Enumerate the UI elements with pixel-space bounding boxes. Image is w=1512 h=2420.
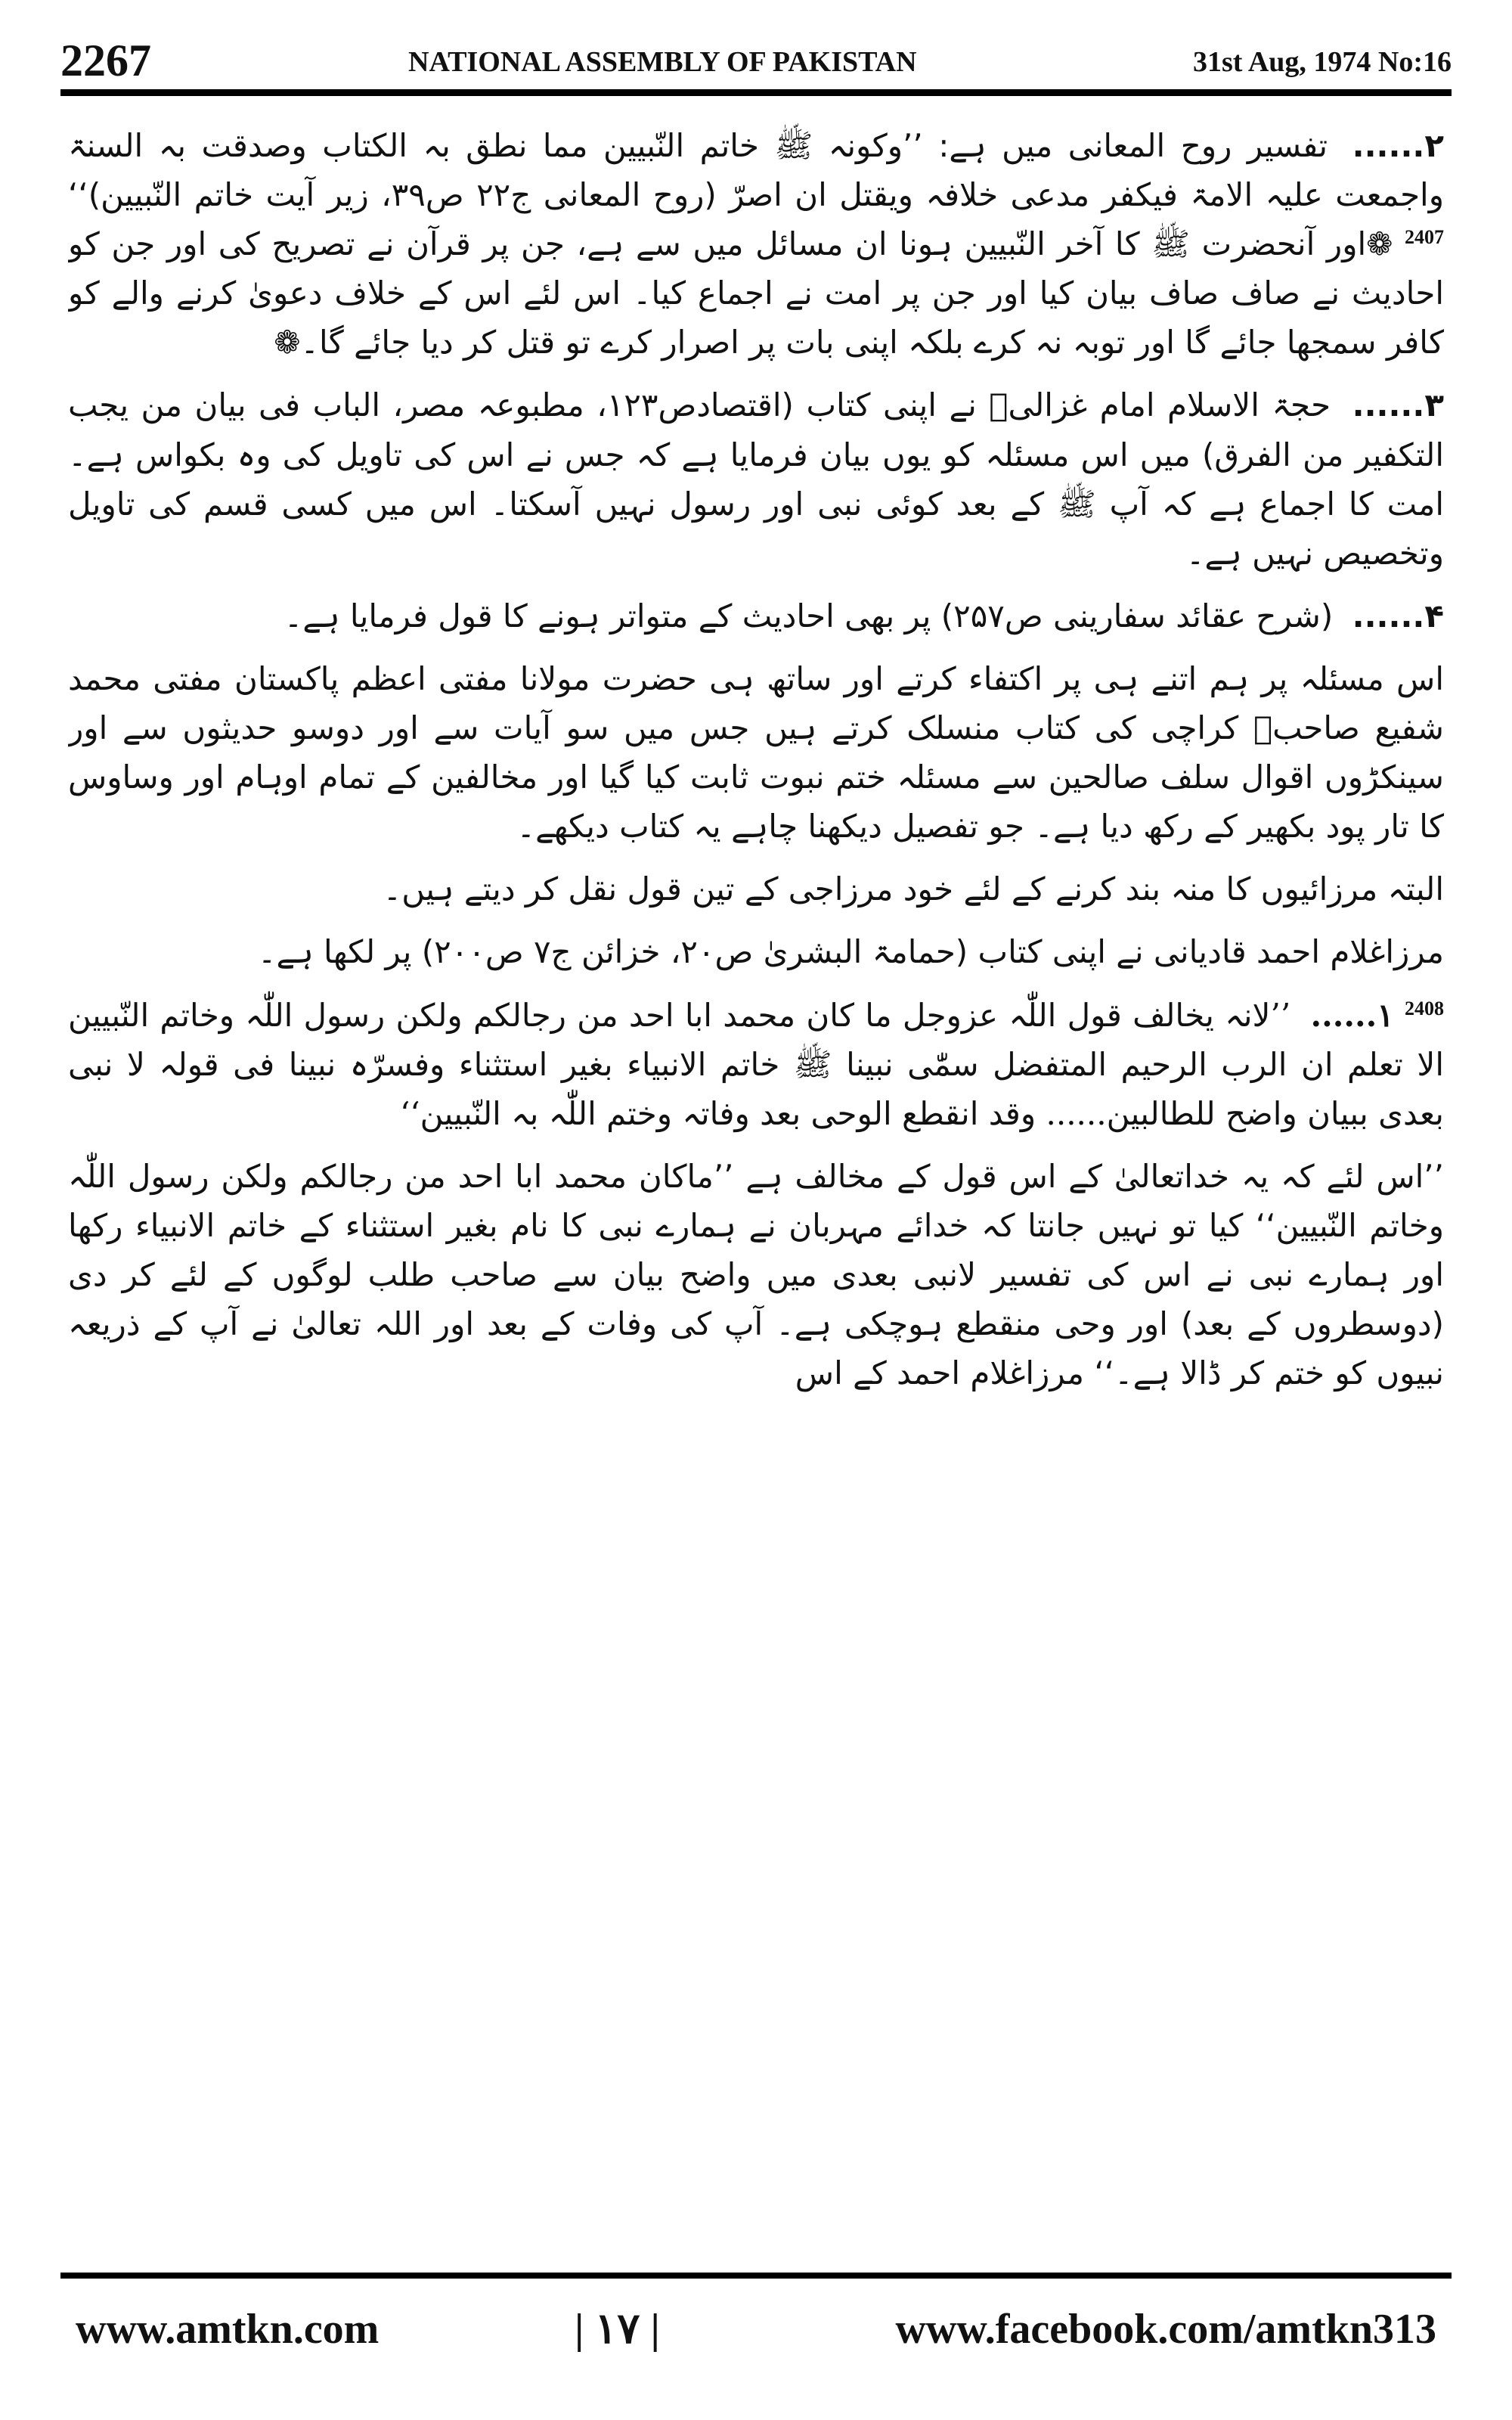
- paragraph-9: ’’اس لئے کہ یہ خداتعالیٰ کے اس قول کے مخالف ہے ’’ماکان محمد ابا احد من رجالکم ولکن رسول اللّٰہ وخاتم النّبیین‘‘ کیا تو نہیں جانتا کہ خدائے مہربان نے ہمارے نبی کا نام بغیر استثناء کے خاتم الانبیاء رکھا اور ہمارے نبی نے اس کی تفسیر لانبی بعدی میں واضح بیان سے صاحب طلب لوگوں کے لئے کر دی (دوسطروں کے بعد) اور وحی منقطع ہوچکی ہے۔ آپ کی وفات کے بعد اور اللہ تعالیٰ نے آپ کے ذریعہ نبیوں کو ختم کر ڈالا ہے۔‘‘ مرزاغلام احمد کے اس: [68, 1157, 1444, 1392]
- paragraph-6: البتہ مرزائیوں کا منہ بند کرنے کے لئے خود مرزاجی کے تین قول نقل کر دیتے ہیں۔: [383, 870, 1444, 908]
- footer-facebook-link[interactable]: www.facebook.com/amtkn313: [895, 2306, 1436, 2353]
- header-title: NATIONAL ASSEMBLY OF PAKISTAN: [408, 46, 917, 78]
- footnote-marker: 2407: [1404, 226, 1444, 249]
- page-header: [60, 30, 1452, 91]
- paragraph-7: مرزاغلام احمد قادیانی نے اپنی کتاب (حمامۃ البشریٰ ص۲۰، خزائن ج۷ ص۲۰۰) پر لکھا ہے۔: [257, 933, 1444, 971]
- paragraph-2: [68, 121, 1444, 367]
- page-footer: [60, 2288, 1452, 2371]
- paragraph-text: (شرح عقائد سفارینی ص۲۵۷) پر بھی احادیث کے متواتر ہونے کا قول فرمایا ہے۔: [284, 597, 1334, 634]
- paragraph-8-quote: [68, 991, 1444, 1138]
- page-number: 2267: [60, 36, 151, 85]
- footer-website-link[interactable]: www.amtkn.com: [76, 2306, 380, 2353]
- paragraph-3: [68, 380, 1444, 577]
- paragraph-text: حجۃ الاسلام امام غزالیؒ نے اپنی کتاب (اقتصادص۱۲۳، مطبوعہ مصر، الباب فی بیان من یجب التکفیر من الفرق) میں اس مسئلہ کو یوں بیان فرمایا ہے کہ جس نے اس کی تاویل کی وہ بکواس ہے۔ امت کا اجماع ہے کہ آپ ﷺ کے بعد کوئی نبی اور رسول نہیں آسکتا۔ اس میں کسی قسم کی تاویل وتخصیص نہیں ہے۔: [68, 386, 1444, 572]
- item-number: ۱......: [1310, 996, 1394, 1034]
- footer-page-number: | ۱۷ |: [575, 2306, 660, 2353]
- quote-text: ’’لانہ یخالف قول اللّٰہ عزوجل ما کان محمد ابا احد من رجالکم ولکن رسول اللّٰہ وخاتم النّبیین الا تعلم ان الرب الرحیم المتفضل سمّٰی نبینا ﷺ خاتم الانبیاء بغیر استثناء وفسرّہ نبینا فی قولہ لا نبی بعدی ببیان واضح للطالبین...... وقد انقطع الوحی بعد وفاتہ وختم اللّٰہ بہ النّبیین‘‘: [68, 996, 1444, 1132]
- paragraph-5: اس مسئلہ پر ہم اتنے ہی پر اکتفاء کرتے اور ساتھ ہی حضرت مولانا مفتی اعظم پاکستان مفتی محمد شفیع صاحبؒ کراچی کی کتاب منسلک کرتے ہیں جس میں سو آیات سے اور دوسو حدیثوں سے اور سینکڑوں اقوال سلف صالحین سے مسئلہ ختم نبوت ثابت کیا گیا اور مخالفین کے تمام اوہام اور وساوس کا تار پود بکھیر کے رکھ دیا ہے۔ جو تفصیل دیکھنا چاہے یہ کتاب دیکھے۔: [68, 659, 1444, 845]
- item-number: ۴......: [1352, 597, 1444, 634]
- footer-rule: [60, 2273, 1452, 2279]
- item-number: ۳......: [1352, 386, 1444, 424]
- paragraph-text-continued: ❁اور آنحضرت ﷺ کا آخر النّبیین ہونا ان مسائل میں سے ہے، جن پر قرآن نے تصریح کی اور جن کو احادیث نے صاف صاف بیان کیا اور جن پر امت نے اجماع کیا۔ اس لئے اس کے خلاف دعویٰ کرنے والے کو کافر سمجھا جائے گا اور توبہ نہ کرے بلکہ اپنی بات پر اصرار کرے تو قتل کر دیا جائے گا۔❁: [68, 225, 1444, 361]
- paragraph-4: [68, 591, 1444, 641]
- paragraph-text: تفسیر روح المعانی میں ہے: ’’وکونہ ﷺ خاتم النّبیین مما نطق بہ الکتاب وصدقت بہ السنۃ واجمعت علیہ الامۃ فیکفر مدعی خلافہ ویقتل ان اصرّ (روح المعانی ج۲۲ ص۳۹، زیر آیت خاتم النّبیین)‘‘: [68, 127, 1444, 214]
- page-body: [68, 121, 1444, 2261]
- header-date-issue: 31st Aug, 1974 No:16: [1192, 46, 1452, 78]
- header-rule: [60, 89, 1452, 96]
- item-number: ۲......: [1352, 127, 1444, 164]
- footnote-marker: 2408: [1405, 997, 1444, 1019]
